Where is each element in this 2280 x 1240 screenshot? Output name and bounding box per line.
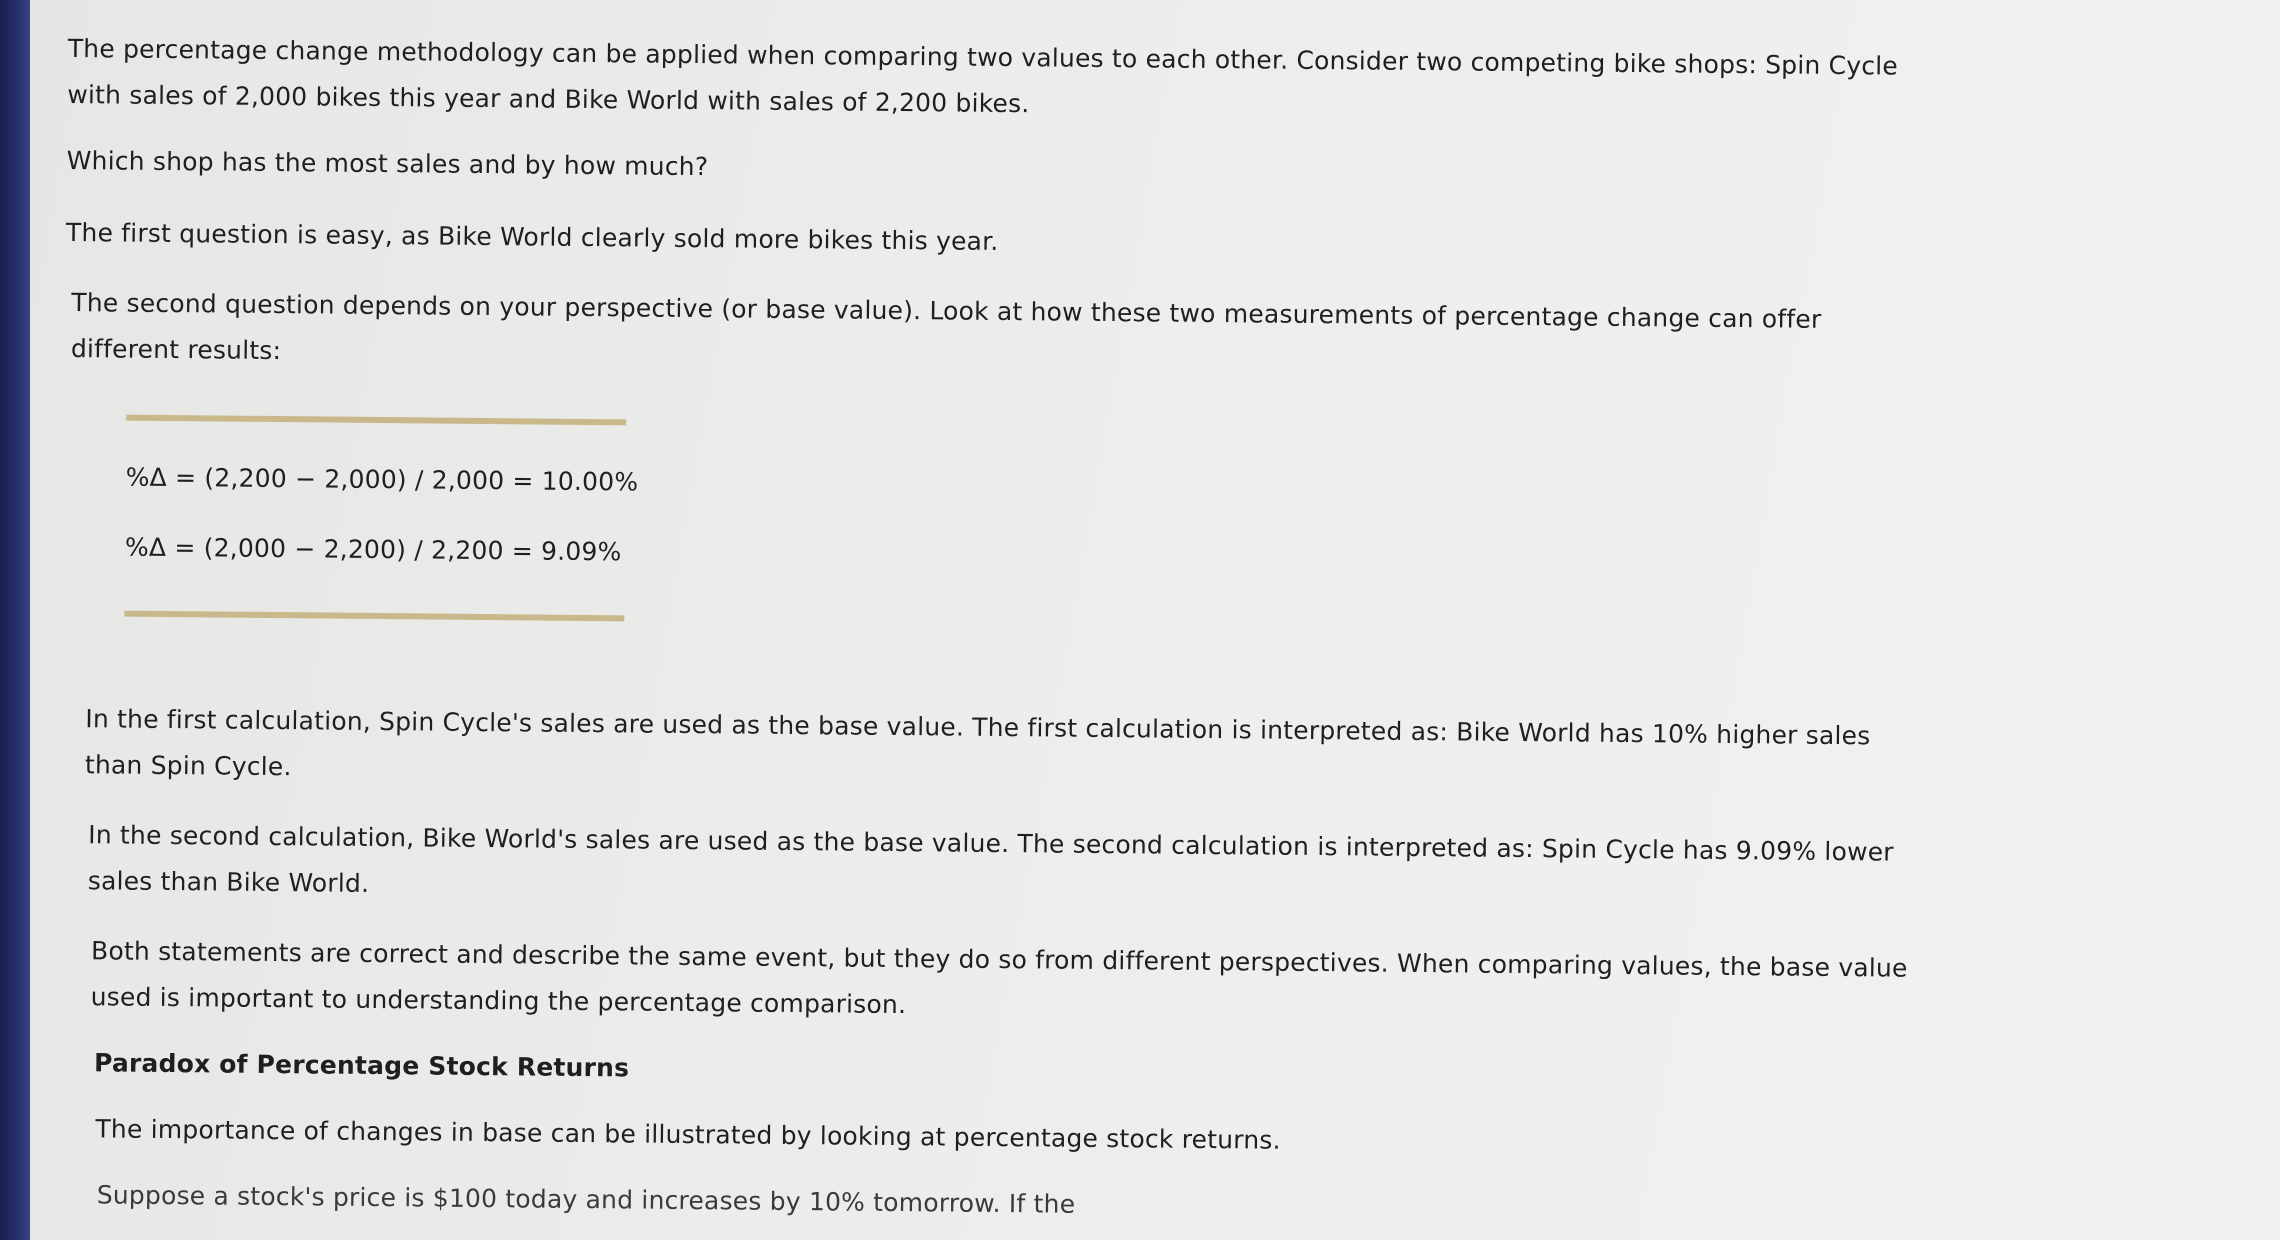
window-edge: [0, 0, 30, 1240]
second-calc-paragraph: In the second calculation, Bike World's sales are used as the base value. The second calculation is interpreted as: Spin Cycle has 9.09% lower sales than Bike World.: [87, 820, 1894, 898]
formula-second: %Δ = (2,000 − 2,200) / 2,200 = 9.09%: [124, 532, 622, 567]
question-paragraph: Which shop has the most sales and by how much?: [66, 145, 709, 182]
both-statements-paragraph: Both statements are correct and describe the same event, but they do so from different perspectives. When comparing values, the base value used is important to understanding the percentage comparison.: [90, 936, 1908, 1020]
first-answer-paragraph: The first question is easy, as Bike World clearly sold more bikes this year.: [65, 217, 999, 256]
formula-top-rule: [126, 415, 626, 426]
article-content: [57, 26, 1928, 1236]
formula-first: %Δ = (2,200 − 2,000) / 2,000 = 10.00%: [125, 462, 639, 497]
formula-block: [124, 415, 639, 622]
first-calc-paragraph: In the first calculation, Spin Cycle's sales are used as the base value. The first calculation is interpreted as: Bike World has 10% higher sales than Spin Cycle.: [84, 704, 1871, 782]
formula-bottom-rule: [124, 611, 624, 622]
section-heading: Paradox of Percentage Stock Returns: [93, 1048, 630, 1083]
intro-paragraph: The percentage change methodology can be applied when comparing two values to each other. Consider two competing bike shops: Spin Cycle with sales of 2,000 bikes this year and Bike World with sales of 2,200 bikes.: [67, 33, 1899, 119]
second-answer-paragraph: The second question depends on your perspective (or base value). Look at how these two measurements of percentage change can offer different results:: [70, 288, 1822, 366]
cutoff-paragraph: Suppose a stock's price is $100 today and increases by 10% tomorrow. If the: [96, 1180, 1076, 1219]
stock-intro-paragraph: The importance of changes in base can be illustrated by looking at percentage stock returns.: [95, 1114, 1281, 1155]
